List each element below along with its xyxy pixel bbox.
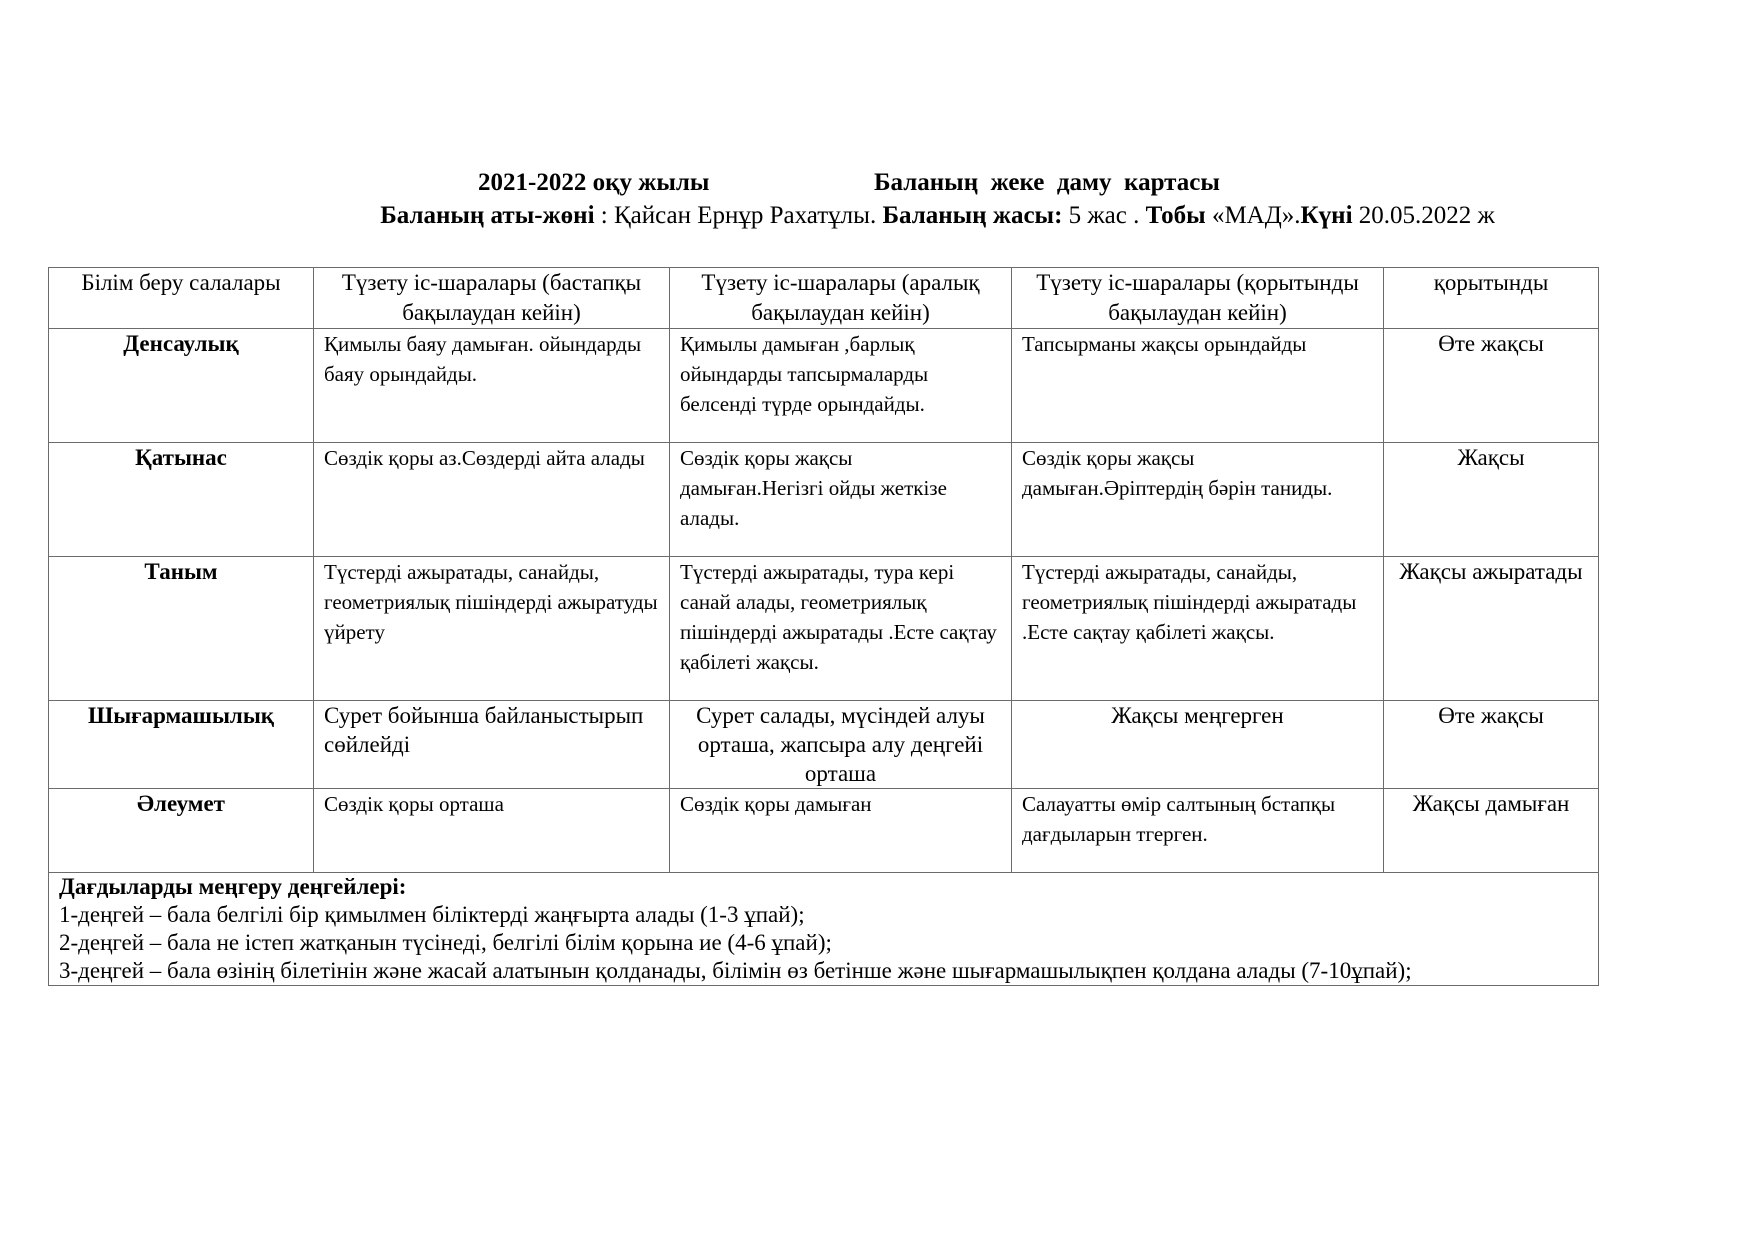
academic-year: 2021-2022 оқу жылы [478,169,710,196]
area-cell: Шығармашылық [49,701,314,789]
result-cell: Жақсы дамыған [1384,789,1599,873]
intermediate-cell: Түстерді ажыратады, тура кері санай алады, геометриялық пішіндерді ажыратады .Есте сақтау қабілеті жақсы. [670,557,1012,701]
table-header-row [49,268,1599,329]
intermediate-cell: Сөздік қоры дамыған [670,789,1012,873]
intermediate-cell: Сурет салады, мүсіндей алуы орташа, жапсыра алу деңгейі орташа [670,701,1012,789]
skill-levels-cell [49,873,1599,986]
table-row [49,789,1599,873]
final-cell: Жақсы меңгерген [1012,701,1384,789]
table-row [49,443,1599,557]
initial-cell: Сөздік қоры аз.Сөздерді айта алады [314,443,670,557]
header-initial-measures: Түзету іс-шаралары (бастапқы бақылаудан кейін) [314,268,670,329]
initial-cell: Сөздік қоры орташа [314,789,670,873]
levels-row [49,873,1599,986]
name-value: : Қайсан Ернұр Рахатұлы. [594,202,883,229]
group-label: Тобы [1145,202,1206,229]
initial-cell: Түстерді ажыратады, санайды, геометриялық пішіндерді ажыратуды үйрету [314,557,670,701]
result-cell: Өте жақсы [1384,701,1599,789]
header-title-line [0,166,1755,199]
header-final-measures: Түзету іс-шаралары (қорытынды бақылаудан кейін) [1012,268,1384,329]
area-cell: Әлеумет [49,789,314,873]
group-value: «МАД». [1205,202,1301,229]
final-cell: Сөздік қоры жақсы дамыған.Әріптердің бәрін таниды. [1012,443,1384,557]
result-cell: Өте жақсы [1384,329,1599,443]
table-row [49,557,1599,701]
final-cell: Салауатты өмір салтының бстапқы дағдыларын тгерген. [1012,789,1384,873]
age-label: Баланың жасы: [882,202,1063,229]
date-label: Күні [1300,202,1353,229]
document-header [0,166,1755,232]
header-intermediate-measures: Түзету іс-шаралары (аралық бақылаудан кейін) [670,268,1012,329]
document-title: Баланың жеке даму картасы [874,169,1220,196]
final-cell: Тапсырманы жақсы орындайды [1012,329,1384,443]
area-cell: Денсаулық [49,329,314,443]
table-row [49,701,1599,789]
levels-title: Дағдыларды меңгеру деңгейлері: [59,874,407,899]
development-card-table [48,267,1599,986]
area-cell: Таным [49,557,314,701]
child-info-line [0,199,1755,232]
age-value: 5 жас . [1062,202,1146,229]
level-item: 1-деңгей – бала белгілі бір қимылмен біліктерді жаңғырта алады (1-3 ұпай); [59,902,805,927]
intermediate-cell: Сөздік қоры жақсы дамыған.Негізгі ойды жеткізе алады. [670,443,1012,557]
initial-cell: Сурет бойынша байланыстырып сөйлейді [314,701,670,789]
name-label: Баланың аты-жөні [380,202,595,229]
result-cell: Жақсы [1384,443,1599,557]
header-education-areas: Білім беру салалары [49,268,314,329]
area-cell: Қатынас [49,443,314,557]
initial-cell: Қимылы баяу дамыған. ойындарды баяу орындайды. [314,329,670,443]
result-cell: Жақсы ажыратады [1384,557,1599,701]
header-result: қорытынды [1384,268,1599,329]
level-item: 2-деңгей – бала не істеп жатқанын түсінеді, белгілі білім қорына ие (4-6 ұпай); [59,930,832,955]
date-value: 20.05.2022 ж [1352,202,1495,229]
level-item: 3-деңгей – бала өзінің білетінін және жасай алатынын қолданады, білімін өз бетінше және шығармашылықпен қолдана алады (7-10ұпай); [59,958,1412,983]
table-row [49,329,1599,443]
intermediate-cell: Қимылы дамыған ,барлық ойындарды тапсырмаларды белсенді түрде орындайды. [670,329,1012,443]
final-cell: Түстерді ажыратады, санайды, геометриялық пішіндерді ажыратады .Есте сақтау қабілеті жақсы. [1012,557,1384,701]
